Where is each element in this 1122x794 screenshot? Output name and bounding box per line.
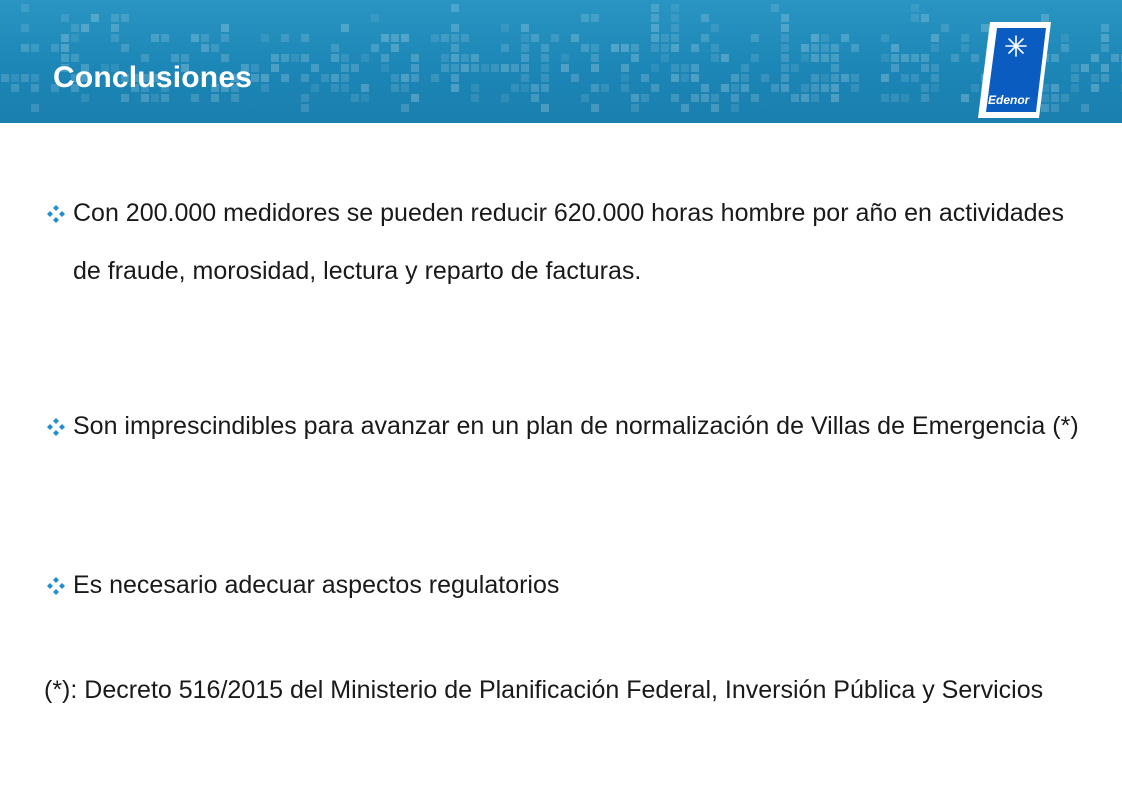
diamond-bullet-icon (46, 576, 66, 596)
diamond-bullet-icon (46, 204, 66, 224)
bullet-text: Son imprescindibles para avanzar en un plan de normalización de Villas de Emergencia (*) (73, 412, 1079, 440)
bullet-item (46, 184, 1086, 300)
bullet-item (46, 556, 1086, 614)
bullet-text: Con 200.000 medidores se pueden reducir 620.000 horas hombre por año en actividades de fraude, morosidad, lectura y reparto de facturas. (73, 199, 1064, 285)
logo-wordmark: Edenor (988, 93, 1030, 107)
bullet-text: Es necesario adecuar aspectos regulatorios (73, 571, 560, 599)
footnote: (*): Decreto 516/2015 del Ministerio de Planificación Federal, Inversión Pública y Servicios (44, 676, 1044, 704)
diamond-bullet-icon (46, 417, 66, 437)
page-title: Conclusiones (53, 61, 253, 94)
bullet-item (46, 397, 1086, 455)
